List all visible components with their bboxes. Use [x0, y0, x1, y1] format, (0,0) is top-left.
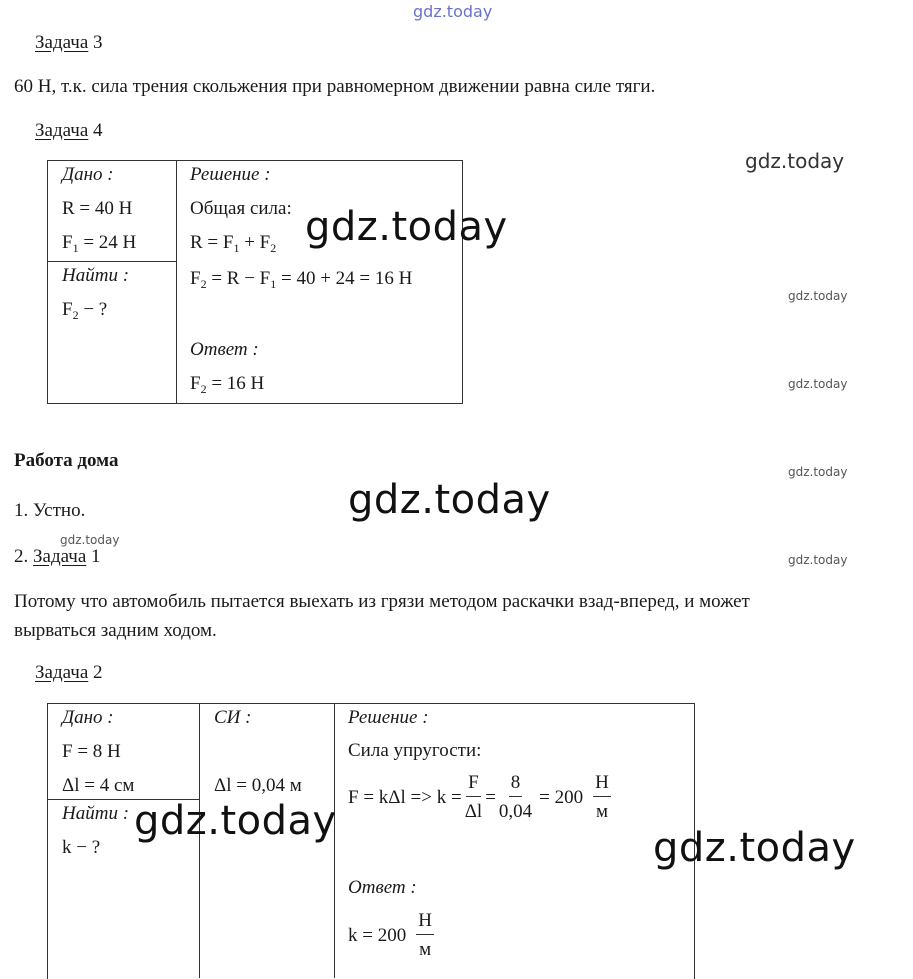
- task2-si-label: СИ :: [214, 707, 252, 728]
- f1-subscript: 1: [72, 241, 79, 255]
- eq2-part-c: = 40 + 24 = 16 Н: [276, 268, 413, 289]
- homework-answer-line-1: Потому что автомобиль пытается выехать из грязи методом раскачки взад-вперед, и может: [14, 591, 750, 612]
- task2-solution-text: Сила упругости:: [348, 740, 482, 761]
- homework-answer-line-2: вырваться задним ходом.: [14, 620, 217, 641]
- eq2-part-a: F: [190, 268, 201, 289]
- watermark-small-5: gdz.today: [788, 553, 848, 567]
- watermark-top: gdz.today: [413, 2, 493, 21]
- watermark-right-1: gdz.today: [745, 149, 845, 173]
- task2-fraction-F-over-dl: [465, 772, 483, 823]
- watermark-big-4: gdz.today: [653, 825, 856, 871]
- task2-answer-unit-num: Н: [416, 910, 434, 935]
- task2-si-dl: Δl = 0,04 м: [214, 775, 302, 796]
- task4-solution-text: Общая сила:: [190, 198, 292, 219]
- watermark-small-4: gdz.today: [60, 533, 120, 547]
- f1-value: = 24 Н: [78, 232, 137, 253]
- task2-eq-lhs: F = kΔl => k =: [348, 786, 462, 808]
- task2-given-F: F = 8 Н: [62, 741, 121, 762]
- task4-answer-label: Ответ :: [190, 339, 259, 360]
- task4-given-label: Дано :: [62, 164, 114, 185]
- homework-item-1: 1. Устно.: [14, 500, 86, 521]
- task2-frac2-num: 8: [509, 772, 523, 797]
- task2-find-label: Найти :: [62, 803, 130, 824]
- eq1-sub-2: 2: [270, 241, 277, 255]
- answer-symbol: F: [190, 373, 201, 394]
- task4-equation-2: [190, 268, 412, 292]
- task2-given-dl: Δl = 4 см: [62, 775, 135, 796]
- homework-item-2-num: 1: [91, 546, 101, 567]
- watermark-big-2: gdz.today: [348, 477, 551, 523]
- task2-answer-label: Ответ :: [348, 877, 417, 898]
- task2-unit-den: м: [595, 801, 608, 822]
- watermark-big-1: gdz.today: [305, 204, 508, 250]
- task4-table-divider-h: [47, 261, 177, 262]
- task2-fraction-numeric: [499, 772, 532, 823]
- task4-given-F1: [62, 232, 136, 256]
- homework-item-2-label: Задача: [33, 546, 87, 567]
- eq1-part-b: + F: [239, 232, 271, 253]
- task2-frac1-num: F: [466, 772, 481, 797]
- task4-equation-1: [190, 232, 276, 256]
- task2-frac2-den: 0,04: [498, 801, 533, 822]
- task4-heading-label: Задача: [35, 120, 89, 141]
- f2-subscript: 2: [72, 308, 79, 322]
- f2-symbol: F: [62, 299, 73, 320]
- task4-heading-num: 4: [93, 120, 103, 141]
- answer-result: = 16 Н: [206, 373, 265, 394]
- task2-solution-label: Решение :: [348, 707, 429, 728]
- eq1-sub-1: 1: [233, 241, 240, 255]
- task2-answer-unit-fraction: [416, 910, 434, 961]
- task4-given-R: R = 40 Н: [62, 198, 133, 219]
- task2-answer-value: k = 200: [348, 924, 407, 946]
- task4-heading: [35, 120, 103, 142]
- watermark-small-2: gdz.today: [788, 377, 848, 391]
- task2-given-label: Дано :: [62, 707, 114, 728]
- answer-subscript: 2: [200, 382, 207, 396]
- task2-heading-num: 2: [93, 662, 103, 683]
- watermark-small-1: gdz.today: [788, 289, 848, 303]
- task4-solution-label: Решение :: [190, 164, 271, 185]
- task2-unit-num: Н: [593, 772, 611, 797]
- task2-answer: [348, 910, 437, 961]
- f1-symbol: F: [62, 232, 73, 253]
- task2-eq-result: = 200: [539, 786, 584, 808]
- task4-find-label: Найти :: [62, 265, 130, 286]
- homework-item-2: [14, 546, 101, 568]
- eq2-sub-1: 2: [200, 277, 207, 291]
- homework-title: Работа дома: [14, 450, 119, 471]
- task3-heading-label: Задача: [35, 32, 89, 53]
- task2-heading: [35, 662, 103, 684]
- eq2-sub-2: 1: [270, 277, 277, 291]
- task2-answer-unit-den: м: [419, 939, 432, 960]
- task4-table-divider-v: [176, 160, 177, 403]
- task2-heading-label: Задача: [35, 662, 89, 683]
- task4-find-value: [62, 299, 107, 323]
- task4-answer-value: [190, 373, 264, 397]
- watermark-small-3: gdz.today: [788, 465, 848, 479]
- task3-answer: 60 Н, т.к. сила трения скольжения при равномерном движении равна силе тяги.: [14, 76, 656, 97]
- task2-frac1-den: Δl: [464, 801, 483, 822]
- watermark-big-3: gdz.today: [134, 798, 337, 844]
- task2-equation: [348, 772, 614, 823]
- f2-unknown: − ?: [78, 299, 108, 320]
- task3-heading: [35, 32, 103, 54]
- task3-heading-num: 3: [93, 32, 103, 53]
- task2-find-value: k − ?: [62, 837, 101, 858]
- eq2-part-b: = R − F: [206, 268, 271, 289]
- task2-eq-equals: =: [485, 786, 496, 808]
- task2-unit-fraction: [593, 772, 611, 823]
- homework-item-2-prefix: 2.: [14, 546, 29, 567]
- eq1-part-a: R = F: [190, 232, 234, 253]
